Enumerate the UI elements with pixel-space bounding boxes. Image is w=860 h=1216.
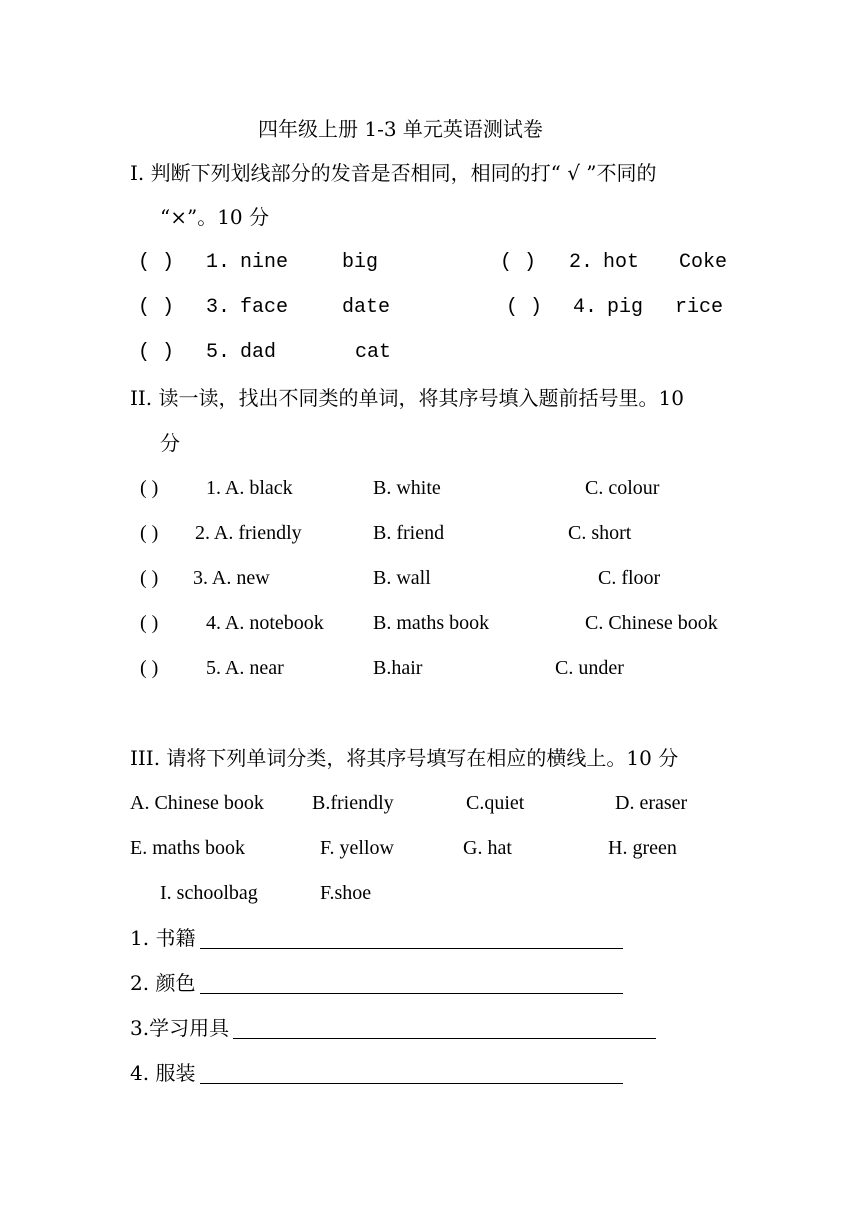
s2-item1-option-b: B. white	[373, 477, 441, 499]
s2-item2-paren[interactable]: ( )	[140, 522, 159, 544]
section-1-heading-line1: I. 判断下列划线部分的发音是否相同，相同的打“ √ ”不同的	[130, 161, 657, 185]
s3-word-b: B.friendly	[312, 792, 394, 814]
s3-category-stationery-label: 3.学习用具	[130, 1016, 230, 1040]
s2-item3-option-c: C. floor	[598, 567, 661, 589]
s1-item5-word2: cat	[355, 341, 392, 364]
s3-word-h: H. green	[608, 837, 677, 859]
s2-item1-paren[interactable]: ( )	[140, 477, 159, 499]
section-3-heading: III. 请将下列单词分类，将其序号填写在相应的横线上。10 分	[130, 746, 679, 770]
s1-item3-num: 3.	[206, 296, 231, 319]
s1-item4-num: 4.	[573, 296, 598, 319]
s2-item2-option-a: 2. A. friendly	[195, 522, 302, 544]
s3-category-stationery-answer-line[interactable]	[233, 1038, 656, 1039]
s1-item5-paren[interactable]: ( )	[138, 341, 175, 364]
s1-item5-word1: dad	[240, 341, 277, 364]
s2-item2-option-b: B. friend	[373, 522, 445, 544]
s3-word-c: C.quiet	[466, 792, 525, 814]
s2-item3-option-a: 3. A. new	[193, 567, 270, 589]
s1-item2-word2: Coke	[679, 251, 728, 274]
s1-item3-word2: date	[342, 296, 391, 319]
s1-item1-paren[interactable]: ( )	[138, 251, 175, 274]
s3-word-f: F. yellow	[320, 837, 394, 859]
section-2-heading-line1: II. 读一读，找出不同类的单词，将其序号填入题前括号里。10	[130, 386, 684, 410]
s3-category-books-label: 1. 书籍	[130, 926, 196, 950]
s3-word-a: A. Chinese book	[130, 792, 264, 814]
s2-item5-option-a: 5. A. near	[206, 657, 284, 679]
s2-item4-option-b: B. maths book	[373, 612, 490, 634]
s3-word-d: D. eraser	[615, 792, 688, 814]
s1-item2-word1: hot	[603, 251, 640, 274]
s1-item3-paren[interactable]: ( )	[138, 296, 175, 319]
s1-item1-word2: big	[342, 251, 379, 274]
s2-item5-paren[interactable]: ( )	[140, 657, 159, 679]
s1-item2-paren[interactable]: ( )	[500, 251, 537, 274]
s2-item3-option-b: B. wall	[373, 567, 431, 589]
s2-item4-paren[interactable]: ( )	[140, 612, 159, 634]
page-title: 四年级上册 1-3 单元英语测试卷	[258, 117, 543, 141]
s1-item4-word1: pig	[607, 296, 644, 319]
s2-item1-option-a: 1. A. black	[206, 477, 293, 499]
s1-item4-word2: rice	[675, 296, 724, 319]
s3-category-colors-label: 2. 颜色	[130, 971, 196, 995]
s1-item2-num: 2.	[569, 251, 594, 274]
s2-item4-option-a: 4. A. notebook	[206, 612, 324, 634]
s3-category-books-answer-line[interactable]	[200, 948, 623, 949]
s3-category-clothing-answer-line[interactable]	[200, 1083, 623, 1084]
s1-item3-word1: face	[240, 296, 289, 319]
s2-item2-option-c: C. short	[568, 522, 632, 544]
s2-item1-option-c: C. colour	[585, 477, 660, 499]
s3-word-f-shoe: F.shoe	[320, 882, 372, 904]
s3-category-colors-answer-line[interactable]	[200, 993, 623, 994]
section-1-heading-line2: “×”。10 分	[160, 205, 270, 229]
s3-word-g: G. hat	[463, 837, 512, 859]
s3-word-e: E. maths book	[130, 837, 245, 859]
section-2-heading-line2: 分	[160, 431, 180, 455]
s3-word-i: I. schoolbag	[160, 882, 258, 904]
s2-item5-option-c: C. under	[555, 657, 624, 679]
s2-item5-option-b: B.hair	[373, 657, 423, 679]
s1-item1-num: 1.	[206, 251, 231, 274]
s3-category-clothing-label: 4. 服装	[130, 1061, 196, 1085]
s1-item4-paren[interactable]: ( )	[506, 296, 543, 319]
s2-item4-option-c: C. Chinese book	[585, 612, 718, 634]
s1-item1-word1: nine	[240, 251, 289, 274]
s2-item3-paren[interactable]: ( )	[140, 567, 159, 589]
s1-item5-num: 5.	[206, 341, 231, 364]
